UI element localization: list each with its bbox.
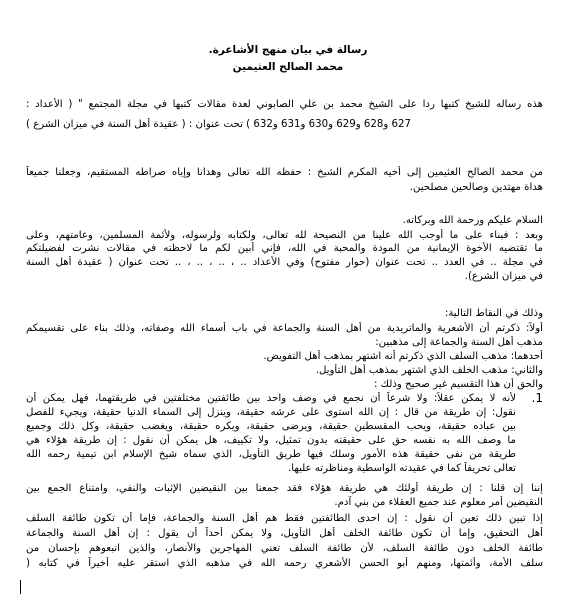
intro-line-2-text: 627 و628 و629 و630 و631 و632 ) تحت عنوان : ( عقيدة أهل السنة في ميزان الشرع ) [26, 119, 411, 130]
item1-line-2: نقول: إن طريقة من قال : إن الله استوى على عرشه حقيقة، وينزل إلى السماء الدنيا حقيقة، ويجيء للفصل [26, 407, 516, 418]
points-intro: وذلك في النقاط التالية: [444, 308, 543, 319]
greeting: السلام عليكم ورحمة الله وبركاته. [402, 215, 543, 226]
body-line-4: في ميزان الشرع). [464, 271, 543, 282]
author-name: محمد الصالح العثيمين [232, 61, 344, 73]
address-line-2: هداة مهتدين وصالحين مصلحين. [409, 182, 543, 193]
body-line-1: وبعد : فبناء على ما أوجب الله علينا من النصيحة لله تعالى، ولكتابه ولرسوله، ولأئمة المسلمين، وعامتهم، وعلى [26, 230, 543, 241]
item1-row-3 [0, 420, 576, 434]
first-point-line-4: والثاني: مذهب الخلف الذي اشتهر بمذهب أهل التأويل. [315, 365, 543, 376]
item1-line-3: بين عباده حقيقة، ويحب المقسطين حقيقة، ويرضى حقيقة، ويكره حقيقة، ويغضب حقيقة، وكل ذلك وجميع [26, 421, 516, 432]
text-cursor [20, 580, 21, 594]
item1-row-2 [0, 406, 576, 420]
body2-line-2: النقيضين أمر معلوم عند جميع العقلاء من بني آدم. [334, 497, 543, 508]
intro-line-2 [26, 118, 543, 131]
first-point-line-2: مذهب أهل السنة والجماعة إلى مذهبين: [375, 337, 543, 348]
body-line-3: في مجلة .. في العدد .. تحت عنوان (حوار مفتوح) وفي الأعداد .. ، .. ، .. ، .. تحت عنوان ( عقيدة أهل السنة [26, 257, 543, 268]
body2-line-6: سلف الأمة، وأئمتها، ومنهم أبو الحسن الأشعري رحمه الله في مذهبه الذي استقر عليه أخيراً في كتابه ( [26, 558, 543, 569]
item1-row-4 [0, 434, 576, 448]
item1-row-6 [0, 462, 576, 476]
first-point-line-5: والحق أن هذا التقسيم غير صحيح وذلك : [373, 379, 543, 390]
item1-line-4: ما وصف الله به نفسه حق على حقيقته بدون تمثيل، ولا تكييف، هل يمكن أن نقول : إن طريقة هؤلاء هي [26, 435, 516, 446]
item1-line-6: تعالى تحريفاً كما في عقيدته الواسطية ومناظرته عليها. [287, 463, 516, 474]
document-title: رسالة في بيان منهج الأشاعرة. [208, 44, 368, 56]
item1-line-5: طريقة من نفى حقيقة هذه الأمور وسلك فيها طريق التأويل، الذي سماه شيخ الإسلام ابن تيمية رحمه الله [26, 449, 516, 460]
item1-row-5 [0, 448, 576, 462]
body-line-2: ما تقتضيه الأخوة الإيمانية من المودة والمحبة في الله، فإني أبين لكم ما لاحظته في مقالات نشرت لفضيلتكم [26, 243, 543, 254]
body2-line-3: إذا تبين ذلك تعين أن نقول : إن احدى الطائفتين فقط هم أهل السنة والجماعة، فإما أن تكون طائفة السلف [26, 513, 543, 524]
body2-line-5: طائفة الخلف دون طائفة السلف، لأن طائفة السلف تعني المهاجرين والأنصار، والذين اتبعوهم بإحسان من [26, 543, 543, 554]
list-marker: 1. [531, 391, 543, 405]
body2-line-1: إننا إن قلنا : إن طريقة أولئك هي طريقة هؤلاء فقد جمعنا بين النقيضين الإثبات والنفي، وامتناع الجمع بين [26, 483, 543, 494]
address-line-1: من محمد الصالح العثيمين إلى أخيه المكرم الشيخ : حفظه الله تعالى وهدانا وإياه صراطه المستقيم، وجعلنا جميعاً [26, 167, 543, 178]
first-point-line-3: أحدهما: مذهب السلف الذي ذكرتم أنه اشتهر بمذهب أهل التفويض. [263, 351, 543, 362]
numbered-item-1 [0, 392, 576, 406]
first-point-line-1: أولاً: ذكرتم أن الأشعرية والماتريدية من أهل السنة والجماعة في باب أسماء الله وصفاته، وذلك بناء على تقسيمكم [26, 323, 543, 334]
intro-line-1: هذه رساله للشيخ كتبها ردا على الشيخ محمد بن علي الصابوني لعدة مقالات كتبها في مجلة المجتمع " ( الأعداد : [26, 99, 543, 110]
item1-line-1: لأنه لا يمكن عقلاً: ولا شرعاً أن نجمع في وصف واحد بين طائفتين مختلفتين في طريقتهما، فهل يمكن أن [26, 393, 516, 404]
body2-line-4: أهل التحقيق، وإما أن تكون طائفة الخلف أهل التأويل، ولا يمكن أحداً أن يقول : إن أهل السنة والجماعة [26, 528, 543, 539]
